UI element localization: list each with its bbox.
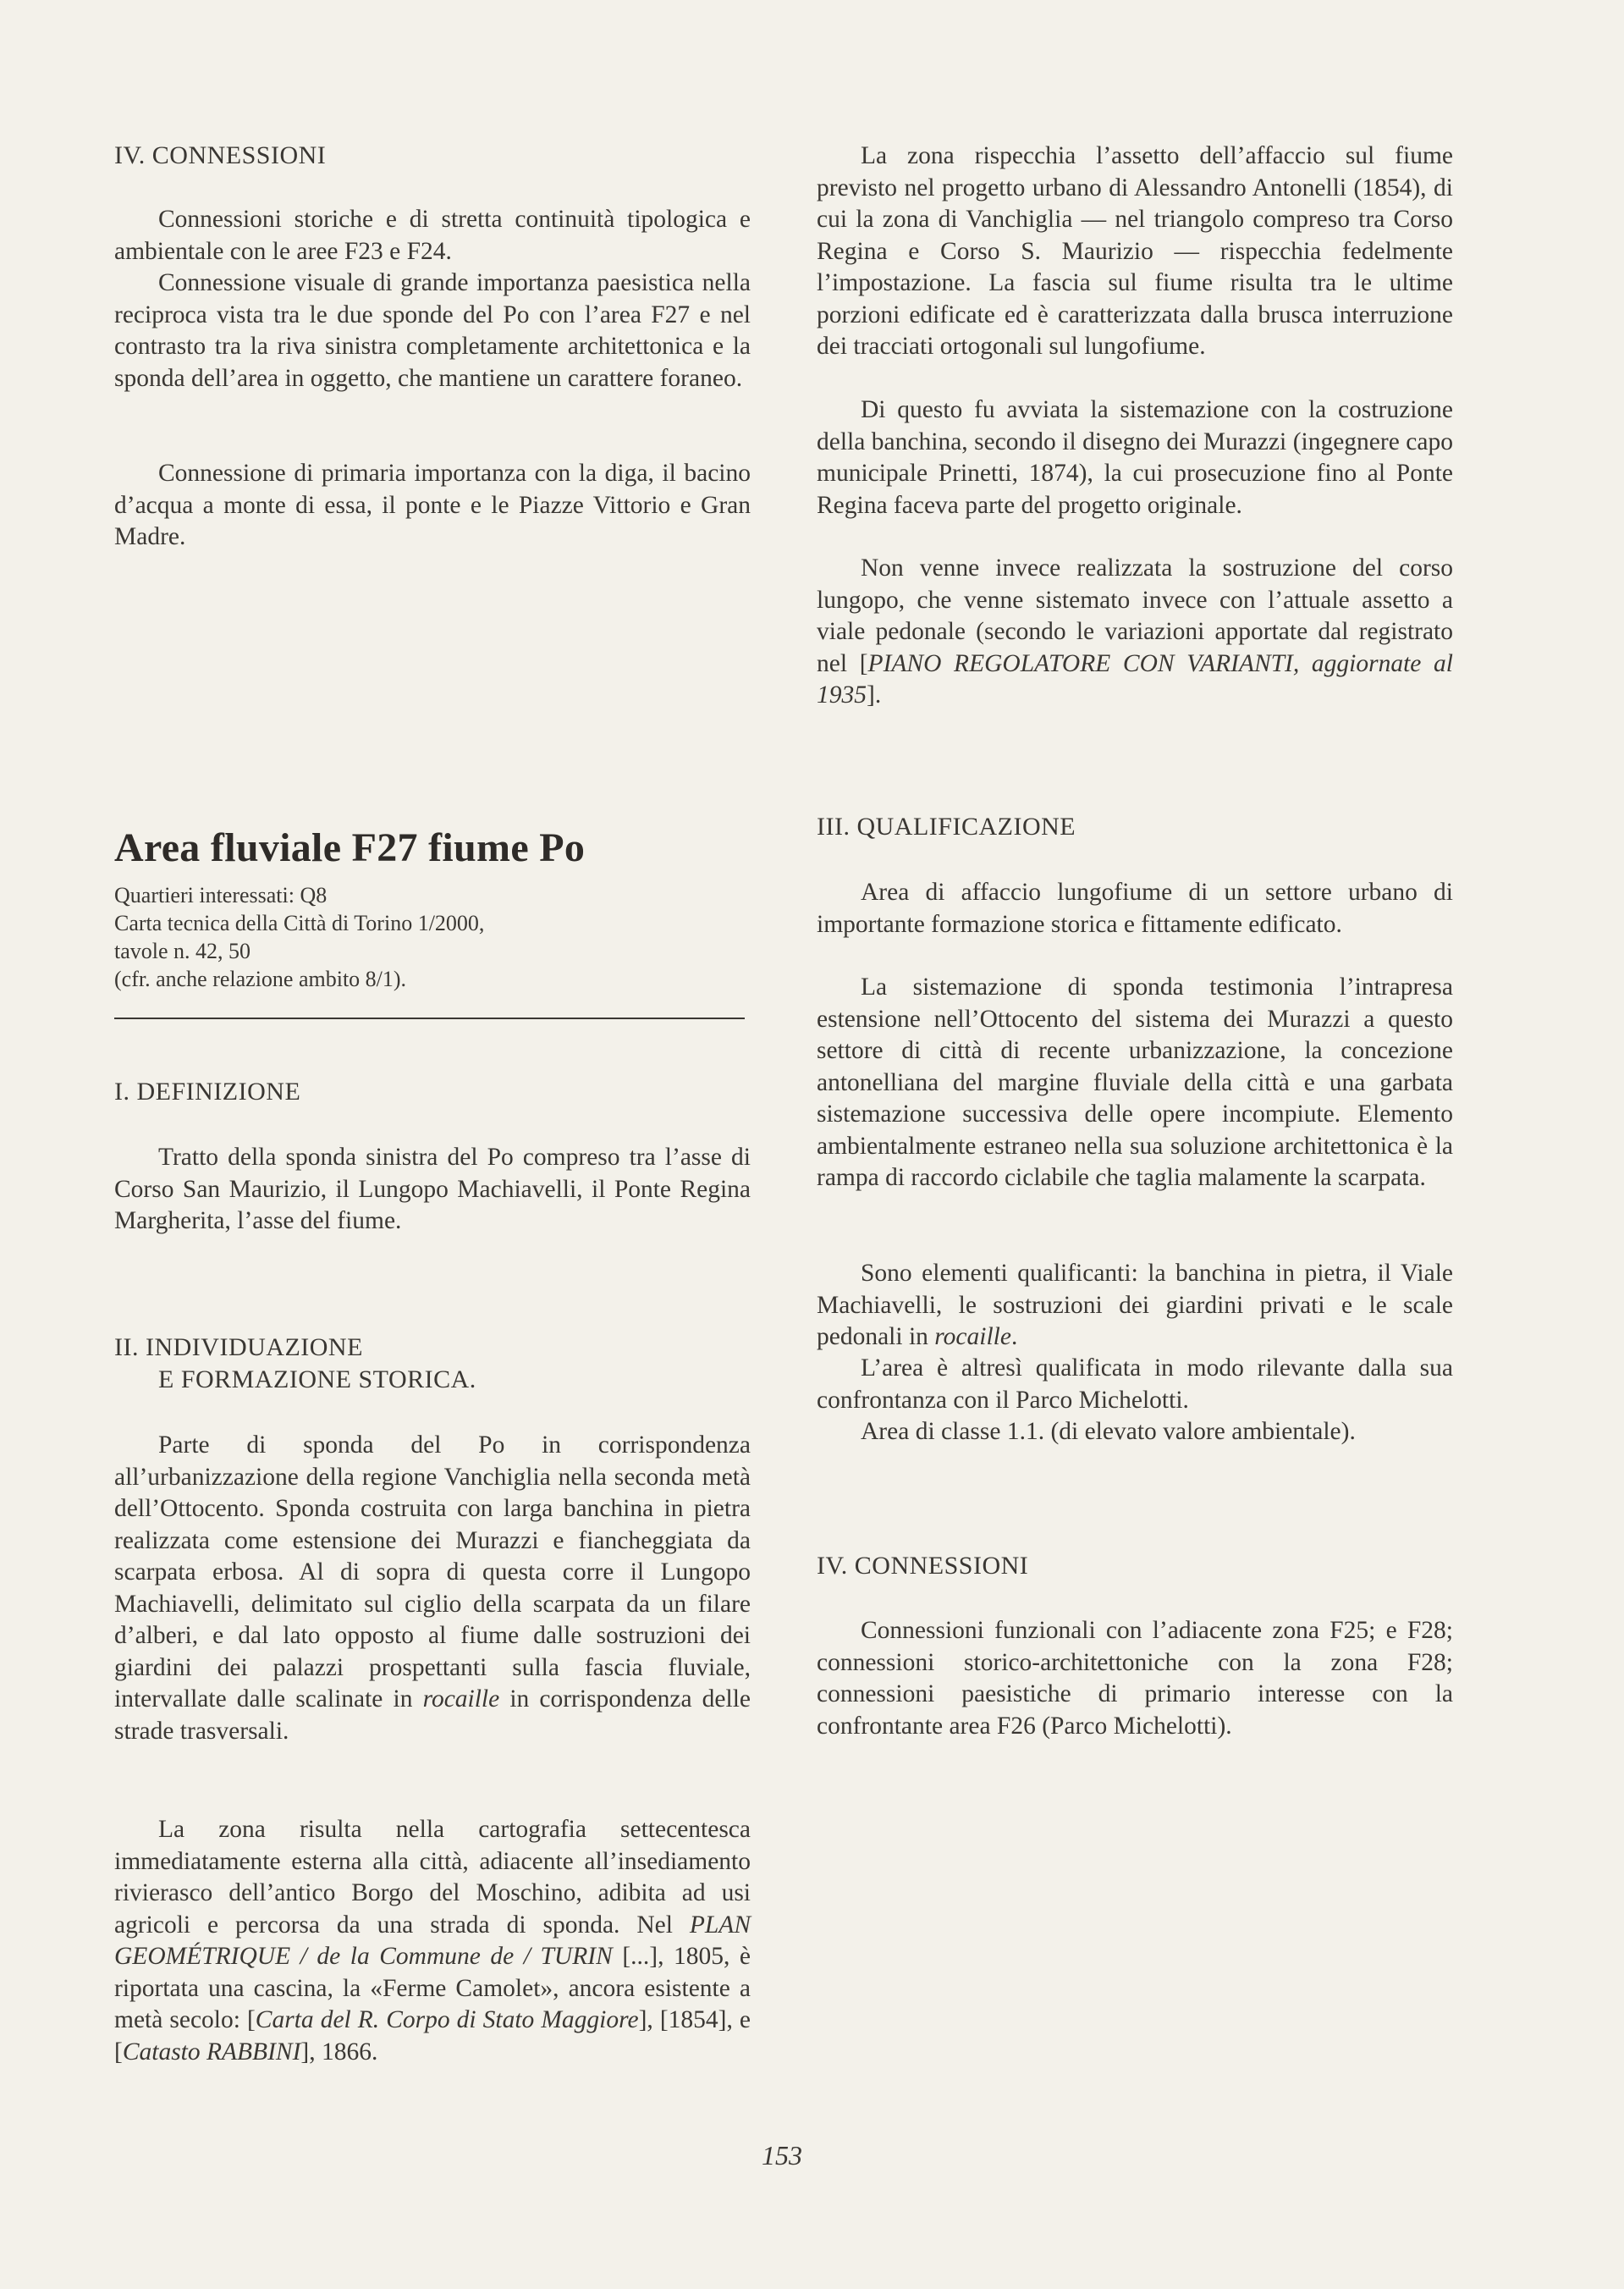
paragraph: Sono elementi qualificanti: la banchina in pietra, il Viale Machiavelli, le sostruzioni dei giardini privati e le scale pedonali in rocaille.	[817, 1260, 1453, 1350]
paragraph: La sistemazione di sponda testimonia l’intrapresa estensione nell’Ottocento del sistema dei Murazzi a questo settore di città di recente urbanizzazione, la concezione antonelliana del margine fluviale della città e una garbata sistemazione successiva delle opere incompiute. Elemento ambientalmente estraneo nella sua soluzione architettonica è la rampa di raccordo ciclabile che taglia malamente la scarpata.	[817, 974, 1453, 1191]
section-heading-qualificazione: III. QUALIFICAZIONE	[817, 813, 1076, 841]
section-heading-definizione: I. DEFINIZIONE	[114, 1078, 301, 1106]
meta-line: Carta tecnica della Città di Torino 1/2000,	[114, 911, 485, 935]
paragraph: L’area è altresì qualificata in modo rilevante dalla sua confrontanza con il Parco Michelotti.	[817, 1354, 1453, 1414]
meta-line: Quartieri interessati: Q8	[114, 883, 328, 907]
paragraph: Non venne invece realizzata la sostruzione del corso lungopo, che venne sistemato invece con l’attuale assetto a viale pedonale (secondo le variazioni apportate dal registrato nel [PIANO REGOLATORE CON VARIANTI, aggiornate al 1935].	[817, 554, 1453, 709]
area-title: Area fluviale F27 fiume Po	[114, 825, 586, 870]
heading-line: E FORMAZIONE STORICA.	[158, 1365, 476, 1393]
paragraph: Connessione visuale di grande importanza paesistica nella reciproca vista tra le due sponde del Po con l’area F27 e nel contrasto tra la riva sinistra completamente architettonica e la sponda dell’area in oggetto, che mantiene un carattere foraneo.	[114, 269, 751, 392]
meta-line: (cfr. anche relazione ambito 8/1).	[114, 967, 407, 991]
paragraph: Di questo fu avviata la sistemazione con la costruzione della banchina, secondo il disegno dei Murazzi (ingegnere capo municipale Prinetti, 1874), la cui prosecuzione fino al Ponte Regina faceva parte del progetto originale.	[817, 396, 1453, 519]
paragraph: Tratto della sponda sinistra del Po compreso tra l’asse di Corso San Maurizio, il Lungopo Machiavelli, il Ponte Regina Margherita, l’asse del fiume.	[114, 1144, 751, 1234]
section-heading-connessioni-2: IV. CONNESSIONI	[817, 1552, 1029, 1580]
divider-rule	[114, 1018, 745, 1019]
paragraph: Connessioni funzionali con l’adiacente zona F25; e F28; connessioni storico-architettoniche con la zona F28; connessioni paesistiche di primario interesse con la confrontante area F26 (Parco Michelotti).	[817, 1617, 1453, 1740]
paragraph: La zona rispecchia l’assetto dell’affaccio sul fiume previsto nel progetto urbano di Alessandro Antonelli (1854), di cui la zona di Vanchiglia — nel triangolo compreso tra Corso Regina e Corso S. Maurizio — rispecchia fedelmente l’impostazione. La fascia sul fiume risulta tra le ultime porzioni edificate ed è caratterizzata dalla brusca interruzione dei tracciati ortogonali sul lungofiume.	[817, 142, 1453, 360]
paragraph: Parte di sponda del Po in corrispondenza all’urbanizzazione della regione Vanchiglia nella seconda metà dell’Ottocento. Sponda costruita con larga banchina in pietra realizzata come estensione dei Murazzi e fiancheggiata da scarpata erbosa. Al di sopra di questa corre il Lungopo Machiavelli, delimitato sul ciglio della scarpata da un filare d’alberi, e dal lato opposto al fiume dalle sostruzioni dei giardini dei palazzi prospettanti sulla fascia fluviale, intervallate dalle scalinate in rocaille in corrispondenza delle strade trasversali.	[114, 1431, 751, 1745]
paragraph: Area di classe 1.1. (di elevato valore ambientale).	[861, 1418, 1356, 1445]
paragraph: La zona risulta nella cartografia settecentesca immediatamente esterna alla città, adiacente all’insediamento rivierasco dell’antico Borgo del Moschino, adibita ad usi agricoli e percorsa da una strada di sponda. Nel PLAN GEOMÉTRIQUE / de la Commune de / TURIN [...], 1805, è riportata una cascina, la «Ferme Camolet», ancora esistente a metà secolo: [Carta del R. Corpo di Stato Maggiore], [1854], e [Catasto RABBINI], 1866.	[114, 1816, 751, 2066]
paragraph: Area di affaccio lungofiume di un settore urbano di importante formazione storica e fittamente edificato.	[817, 879, 1453, 938]
paragraph: Connessioni storiche e di stretta continuità tipologica e ambientale con le aree F23 e F24.	[114, 206, 751, 265]
page-number: 153	[762, 2140, 802, 2170]
section-heading-connessioni: IV. CONNESSIONI	[114, 141, 327, 169]
heading-line: II. INDIVIDUAZIONE	[114, 1333, 363, 1361]
meta-line: tavole n. 42, 50	[114, 939, 251, 963]
area-meta	[114, 881, 751, 993]
paragraph: Connessione di primaria importanza con la diga, il bacino d’acqua a monte di essa, il ponte e le Piazze Vittorio e Gran Madre.	[114, 460, 751, 550]
section-heading-individuazione	[114, 1332, 476, 1396]
